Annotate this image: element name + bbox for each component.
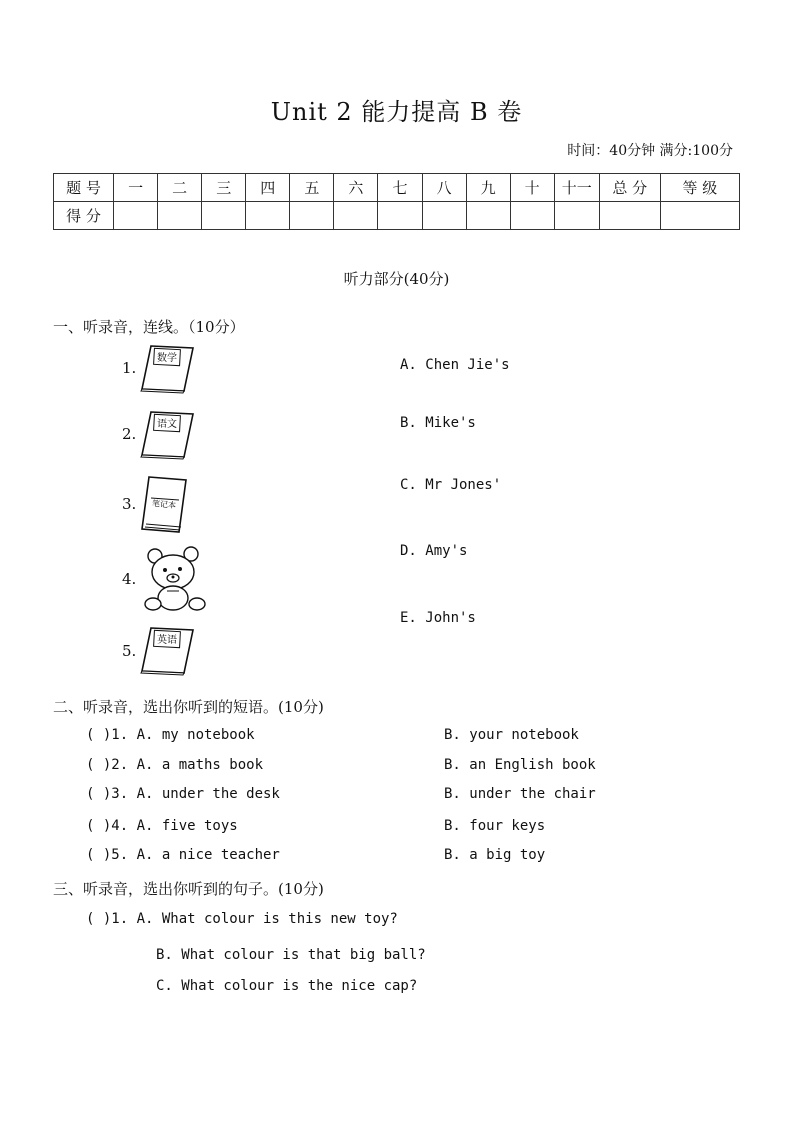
score-cell[interactable] <box>466 202 510 230</box>
option-c: C. What colour is the nice cap? <box>156 978 418 994</box>
score-cell[interactable] <box>290 202 334 230</box>
score-cell[interactable] <box>334 202 378 230</box>
question-row: ( )4. A. five toys <box>86 818 238 834</box>
section1-heading: 一、听录音，连线。（10分） <box>53 318 245 336</box>
question-row: ( )3. A. under the desk <box>86 786 280 802</box>
header-cell: 一 <box>114 174 158 202</box>
score-cell[interactable] <box>554 202 599 230</box>
score-table-header-row <box>54 174 740 202</box>
question-row: ( )1. A. What colour is this new toy? <box>86 911 398 927</box>
option-b: B. a big toy <box>444 847 546 863</box>
item-number: 2. <box>122 425 137 443</box>
item-number: 1. <box>122 359 137 377</box>
item-number: 3. <box>122 495 137 513</box>
item-number: 4. <box>122 570 137 588</box>
header-cell: 三 <box>202 174 246 202</box>
book-cover-label: 数学 <box>157 353 177 364</box>
header-cell: 十一 <box>554 174 599 202</box>
option-b: B. What colour is that big ball? <box>156 947 426 963</box>
score-cell[interactable] <box>246 202 290 230</box>
header-cell: 七 <box>378 174 422 202</box>
score-table <box>53 173 740 230</box>
score-cell[interactable] <box>660 202 739 230</box>
score-cell[interactable] <box>599 202 660 230</box>
header-cell: 五 <box>290 174 334 202</box>
section3-heading: 三、听录音，选出你听到的句子。(10分) <box>53 880 324 898</box>
match-option: E. John's <box>400 610 476 626</box>
maths-book-icon <box>139 342 197 394</box>
header-cell: 等 级 <box>660 174 739 202</box>
score-cell[interactable] <box>378 202 422 230</box>
english-book-icon <box>139 624 197 676</box>
header-cell: 四 <box>246 174 290 202</box>
match-option: A. Chen Jie's <box>400 357 510 373</box>
page-title: Unit 2 能力提高 B 卷 <box>270 98 523 126</box>
header-cell: 六 <box>334 174 378 202</box>
header-cell: 十 <box>510 174 554 202</box>
header-cell: 题 号 <box>54 174 114 202</box>
listening-section-title: 听力部分(40分) <box>343 270 450 288</box>
book-cover-label: 笔记本 <box>151 498 177 511</box>
match-option: D. Amy's <box>400 543 468 559</box>
chinese-book-icon <box>139 408 197 460</box>
match-option: B. Mike's <box>400 415 476 431</box>
book-cover-label: 语文 <box>157 419 177 430</box>
score-table-score-row <box>54 202 740 230</box>
option-b: B. an English book <box>444 757 596 773</box>
header-cell: 二 <box>158 174 202 202</box>
question-row: ( )5. A. a nice teacher <box>86 847 280 863</box>
row-label-cell: 得 分 <box>54 202 114 230</box>
question-row: ( )1. A. my notebook <box>86 727 255 743</box>
time-and-score: 时间：40分钟 满分:100分 <box>567 143 733 159</box>
score-cell[interactable] <box>114 202 158 230</box>
item-number: 5. <box>122 642 137 660</box>
teddy-bear-icon <box>143 546 209 614</box>
score-cell[interactable] <box>422 202 466 230</box>
score-cell[interactable] <box>158 202 202 230</box>
option-b: B. four keys <box>444 818 546 834</box>
option-b: B. under the chair <box>444 786 596 802</box>
option-b: B. your notebook <box>444 727 579 743</box>
header-cell: 八 <box>422 174 466 202</box>
book-cover-label: 英语 <box>157 635 177 646</box>
header-cell: 总 分 <box>599 174 660 202</box>
match-option: C. Mr Jones' <box>400 477 502 493</box>
header-cell: 九 <box>466 174 510 202</box>
notebook-icon <box>139 474 191 536</box>
section2-heading: 二、听录音，选出你听到的短语。(10分) <box>53 698 324 716</box>
score-cell[interactable] <box>510 202 554 230</box>
score-cell[interactable] <box>202 202 246 230</box>
question-row: ( )2. A. a maths book <box>86 757 264 773</box>
